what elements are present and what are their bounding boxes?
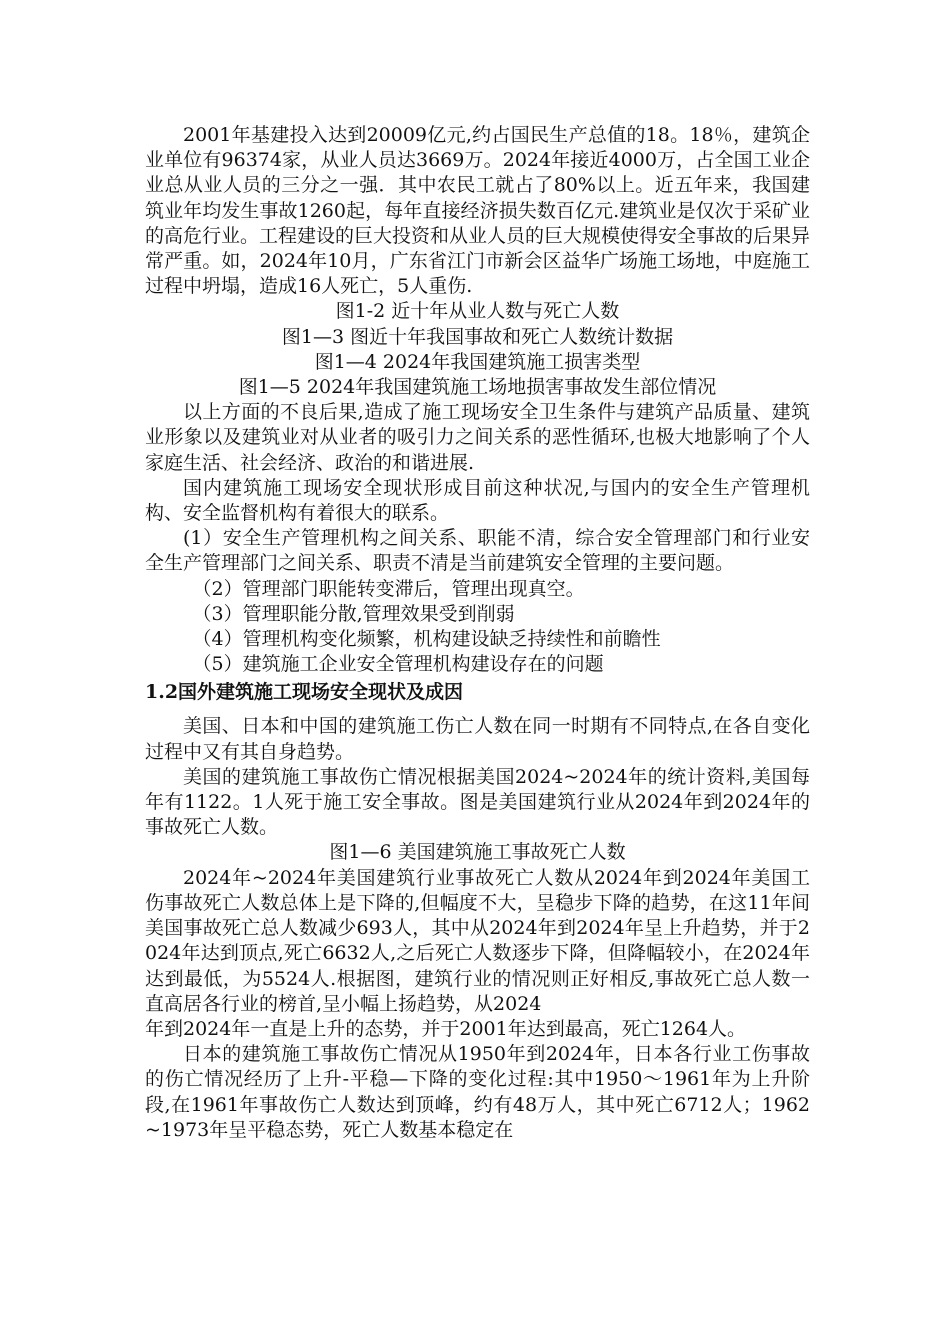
list-item-2: （2）管理部门职能转变滞后，管理出现真空。: [192, 577, 585, 600]
list-item-3: （3）管理职能分散,管理效果受到削弱: [192, 602, 515, 625]
figure-caption-1-3: 图1—3 图近十年我国事故和死亡人数统计数据: [281, 325, 674, 348]
paragraph-japan-statistics: 日本的建筑施工事故伤亡情况从1950年到2024年，日本各行业工伤事故的伤亡情况经历了上升-平稳—下降的变化过程:其中1950～1961年为上升阶段,在1961年事故伤亡人数达到顶峰，约有48万人，其中死亡6712人；1962~1973年呈平稳态势，死亡人数基本稳定在: [145, 1043, 810, 1141]
paragraph-us-trend-continued: 年到2024年一直是上升的态势，并于2001年达到最高，死亡1264人。: [145, 1017, 747, 1040]
list-item-5: （5）建筑施工企业安全管理机构建设存在的问题: [192, 653, 604, 676]
paragraph-us-trend: 2024年~2024年美国建筑行业事故死亡人数从2024年到2024年美国工伤事故死亡人数总体上是下降的,但幅度不大，呈稳步下降的趋势，在这11年间美国事故死亡总人数减少693人，其中从2024年到2024年呈上升趋势，并于2024年达到顶点,死亡6632人,之后死亡人数逐步下降，但降幅较小，在2024年达到最低，为5524人.根据图，建筑行业的情况则正好相反,事故死亡总人数一直高居各行业的榜首,呈小幅上扬趋势，从2024: [145, 866, 810, 1015]
document-body: [145, 123, 810, 1143]
paragraph-domestic-status: 国内建筑施工现场安全现状形成目前这种状况,与国内的安全生产管理机构、安全监督机构有着很大的联系。: [145, 476, 810, 525]
figure-caption-1-6: 图1—6 美国建筑施工事故死亡人数: [329, 841, 626, 864]
paragraph-construction-investment: 2001年基建投入达到20009亿元,约占国民生产总值的18。18％，建筑企业单位有96374家，从业人员达3669万。2024年接近4000万，占全国工业企业总从业人员的三分之一强．其中农民工就占了80%以上。近五年来，我国建筑业年均发生事故1260起，每年直接经济损失数百亿元.建筑业是仅次于采矿业的高危行业。工程建设的巨大投资和从业人员的巨大规模使得安全事故的后果异常严重。如，2024年10月，广东省江门市新会区益华广场施工场地，中庭施工过程中坍塌，造成16人死亡，5人重伤.: [145, 124, 811, 298]
section-heading-1-2: 1.2国外建筑施工现场安全现状及成因: [145, 681, 464, 704]
paragraph-consequences: 以上方面的不良后果,造成了施工现场安全卫生条件与建筑产品质量、建筑业形象以及建筑业对从业者的吸引力之间关系的恶性循环,也极大地影响了个人家庭生活、社会经济、政治的和谐进展.: [145, 401, 810, 474]
list-item-4: （4）管理机构变化频繁，机构建设缺乏持续性和前瞻性: [192, 628, 661, 651]
list-item-1: (1）安全生产管理机构之间关系、职能不清，综合安全管理部门和行业安全生产管理部门之间关系、职责不清是当前建筑安全管理的主要问题。: [145, 527, 810, 575]
figure-caption-1-5: 图1—5 2024年我国建筑施工场地损害事故发生部位情况: [238, 376, 717, 399]
figure-caption-1-2: 图1-2 近十年从业人数与死亡人数: [335, 300, 620, 323]
paragraph-us-statistics: 美国的建筑施工事故伤亡情况根据美国2024~2024年的统计资料,美国每年有1122。1人死于施工安全事故。图是美国建筑行业从2024年到2024年的事故死亡人数。: [145, 765, 810, 839]
figure-caption-1-4: 图1—4 2024年我国建筑施工损害类型: [314, 350, 641, 373]
paragraph-comparison: 美国、日本和中国的建筑施工伤亡人数在同一时期有不同特点,在各自变化过程中又有其自身趋势。: [145, 715, 810, 763]
